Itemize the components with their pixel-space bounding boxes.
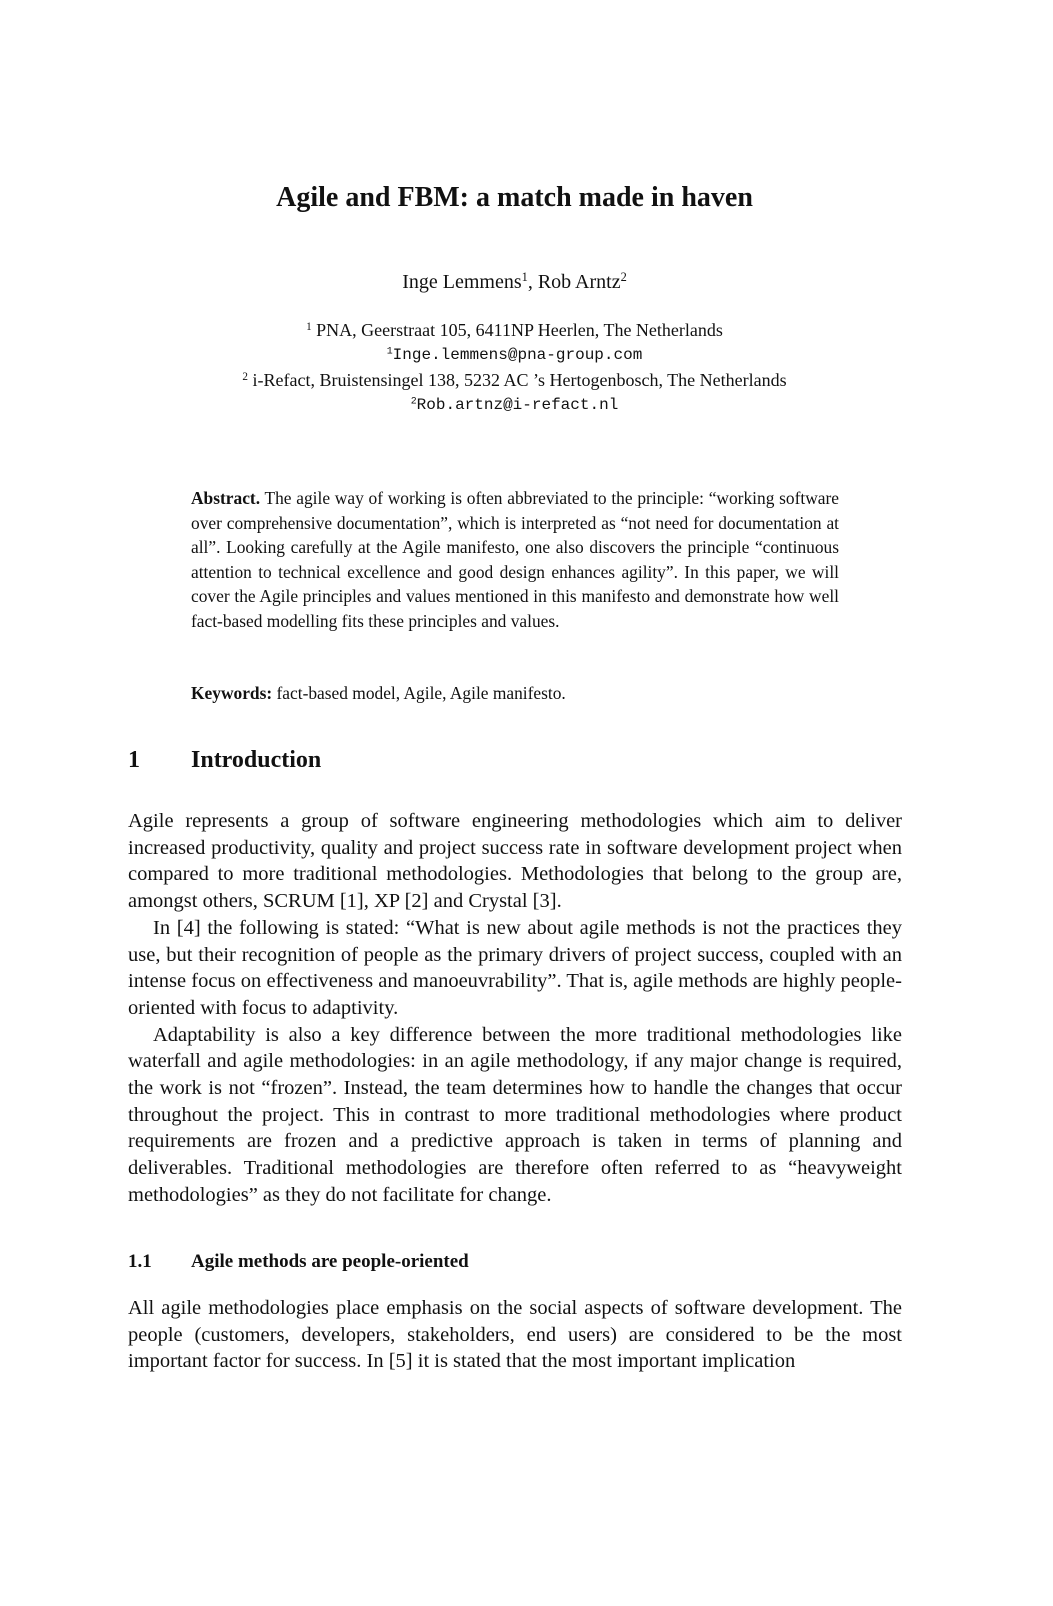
author-separator: , bbox=[527, 271, 538, 293]
section-body-people-oriented bbox=[128, 1295, 902, 1375]
author-name: Rob Arntz bbox=[537, 271, 621, 293]
author-name: Inge Lemmens bbox=[402, 271, 522, 293]
section-heading-introduction bbox=[128, 747, 321, 774]
subsection-heading-people-oriented bbox=[128, 1251, 469, 1273]
keywords-label: Keywords: bbox=[191, 683, 273, 703]
subsection-number: 1.1 bbox=[128, 1251, 152, 1272]
section-title: Introduction bbox=[191, 747, 322, 773]
abstract-text: The agile way of working is often abbreviated to the principle: “working software over comprehensive documentation”, which is interpreted as “not need for documentation at all”. Looking carefully at the Agile manifesto, one also discovers the principle “continuous attention to technical excellence and good design enhances agility”. In this paper, we will cover the Agile principles and values mentioned in this manifesto and demonstrate how well fact-based modelling fits these principles and values. bbox=[191, 488, 839, 631]
paragraph: In [4] the following is stated: “What is new about agile methods is not the practices they use, but their recognition of people as the primary drivers of project success, coupled with an intense focus on effectiveness and manoeuvrability”. That is, agile methods are highly people-oriented with focus to adaptivity. bbox=[128, 916, 902, 1019]
affiliation-text: i-Refact, Bruistensingel 138, 5232 AC ’s Hertogenbosch, The Netherlands bbox=[248, 370, 787, 390]
section-number: 1 bbox=[128, 747, 140, 773]
keywords-text: fact-based model, Agile, Agile manifesto. bbox=[272, 683, 566, 703]
email-link[interactable]: Inge.lemmens@pna-group.com bbox=[392, 346, 643, 364]
author-list bbox=[0, 271, 1029, 294]
paragraph: Adaptability is also a key difference between the more traditional methodologies like waterfall and agile methodologies: in an agile methodology, if any major change is required, the work is not “frozen”. Instead, the team determines how to handle the changes that occur throughout the project. This in contrast to more traditional methodologies where product requirements are frozen and a predictive approach is taken in terms of planning and deliverables. Traditional methodologies are therefore often referred to as “heavyweight methodologies” as they do not facilitate for change. bbox=[128, 1023, 902, 1206]
email-link[interactable]: Rob.artnz@i-refact.nl bbox=[416, 396, 619, 414]
paragraph: Agile represents a group of software engineering methodologies which aim to deliver increased productivity, quality and project success rate in software development project when compared to more traditional methodologies. Methodologies that belong to the group are, amongst others, SCRUM [1], XP [2] and Crystal [3]. bbox=[128, 810, 902, 913]
affiliation-email bbox=[0, 396, 1029, 414]
abstract-label: Abstract. bbox=[191, 488, 261, 508]
affiliation-marker: 2 bbox=[242, 370, 248, 383]
affiliation bbox=[0, 370, 1029, 391]
subsection-title: Agile methods are people-oriented bbox=[191, 1251, 469, 1272]
paper-title: Agile and FBM: a match made in haven bbox=[276, 182, 753, 213]
email-marker: 2 bbox=[410, 395, 417, 407]
keywords bbox=[191, 683, 839, 704]
section-body-introduction bbox=[128, 808, 902, 1209]
author-affiliation-marker: 2 bbox=[620, 270, 627, 285]
abstract bbox=[191, 486, 839, 634]
paragraph: All agile methodologies place emphasis on the social aspects of software development. The people (customers, developers, stakeholders, end users) are considered to be the most important factor for success. In [5] it is stated that the most important implication bbox=[128, 1297, 902, 1373]
affiliation bbox=[0, 320, 1029, 341]
affiliation-marker: 1 bbox=[306, 320, 312, 333]
email-marker: 1 bbox=[386, 345, 393, 357]
affiliation-text: PNA, Geerstraat 105, 6411NP Heerlen, The Netherlands bbox=[311, 320, 723, 340]
affiliation-email bbox=[0, 346, 1029, 364]
author-affiliation-marker: 1 bbox=[521, 270, 528, 285]
